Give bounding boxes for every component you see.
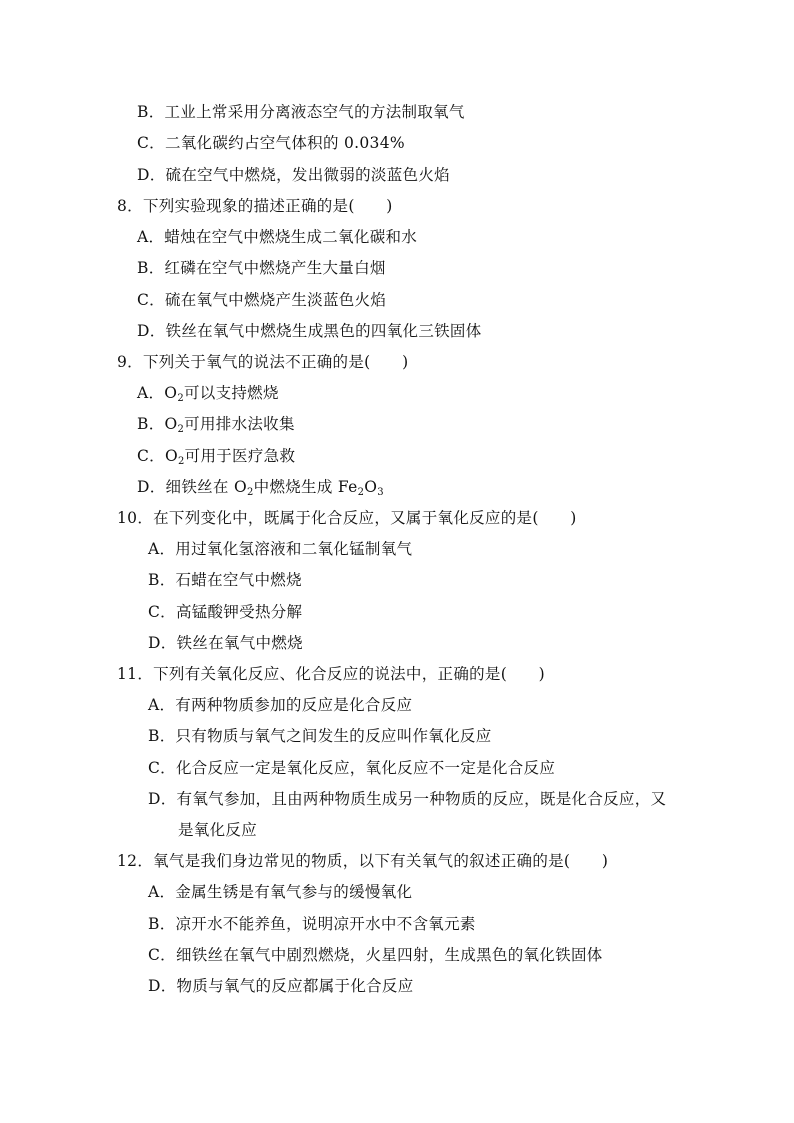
q9-b-subscript: 2 [177, 424, 185, 435]
q11-option-c: C．化合反应一定是氧化反应，氧化反应不一定是化合反应 [148, 759, 556, 777]
q11-stem: 11．下列有关氧化反应、化合反应的说法中，正确的是( ) [117, 665, 546, 683]
q10-stem: 10．在下列变化中，既属于化合反应，又属于氧化反应的是( ) [117, 509, 577, 527]
q9-option-c [137, 446, 295, 466]
q10-option-c: C．高锰酸钾受热分解 [148, 603, 303, 621]
q12-stem: 12．氧气是我们身边常见的物质，以下有关氧气的叙述正确的是( ) [117, 852, 609, 870]
q8-option-c: C．硫在氧气中燃烧产生淡蓝色火焰 [137, 291, 387, 309]
q7-option-c: C．二氧化碳约占空气体积的 0.034% [137, 134, 405, 152]
q9-a-prefix: A．O [137, 384, 178, 402]
q12-option-a: A．金属生锈是有氧气参与的缓慢氧化 [148, 883, 413, 901]
q10-option-d: D．铁丝在氧气中燃烧 [148, 634, 303, 652]
q9-c-rest: 可用于医疗急救 [184, 447, 296, 465]
q12-option-c: C．细铁丝在氧气中剧烈燃烧，火星四射，生成黑色的氧化铁固体 [148, 946, 603, 964]
q9-option-b [137, 414, 295, 434]
q11-option-d: D．有氧气参加，且由两种物质生成另一种物质的反应，既是化合反应，又 [148, 790, 667, 808]
q9-option-a [137, 383, 279, 403]
q7-option-d: D．硫在空气中燃烧，发出微弱的淡蓝色火焰 [137, 166, 450, 184]
q10-option-b: B．石蜡在空气中燃烧 [148, 571, 302, 589]
q9-d-subscript-1: 2 [246, 487, 254, 498]
q8-option-d: D．铁丝在氧气中燃烧生成黑色的四氧化三铁固体 [137, 322, 482, 340]
q9-d-subscript-3: 3 [377, 487, 384, 498]
q9-option-d [137, 477, 384, 497]
q9-b-rest: 可用排水法收集 [184, 415, 295, 433]
q8-option-b: B．红磷在空气中燃烧产生大量白烟 [137, 259, 386, 277]
q12-option-b: B．凉开水不能养鱼，说明凉开水中不含氧元素 [148, 915, 476, 933]
q9-c-prefix: C．O [137, 447, 178, 465]
q9-c-subscript: 2 [177, 456, 185, 467]
q8-stem: 8．下列实验现象的描述正确的是( ) [117, 197, 393, 215]
q11-option-b: B．只有物质与氧气之间发生的反应叫作氧化反应 [148, 727, 492, 745]
q9-d-mid: 中燃烧生成 Fe [253, 478, 358, 496]
q9-d-mid-2: O [364, 478, 378, 496]
q11-option-d-continuation: 是氧化反应 [178, 821, 258, 839]
q8-option-a: A．蜡烛在空气中燃烧生成二氧化碳和水 [137, 228, 418, 246]
q11-option-a: A．有两种物质参加的反应是化合反应 [148, 696, 413, 714]
q12-option-d: D．物质与氧气的反应都属于化合反应 [148, 977, 414, 995]
q9-d-prefix: D．细铁丝在 O [137, 478, 247, 496]
q9-d-subscript-2: 2 [357, 487, 365, 498]
q9-b-prefix: B．O [137, 415, 178, 433]
q9-a-subscript: 2 [177, 393, 184, 404]
q9-stem: 9．下列关于氧气的说法不正确的是( ) [117, 353, 409, 371]
q9-a-rest: 可以支持燃烧 [183, 384, 279, 402]
q10-option-a: A．用过氧化氢溶液和二氧化锰制氧气 [148, 540, 413, 558]
q7-option-b: B．工业上常采用分离液态空气的方法制取氧气 [137, 103, 465, 121]
